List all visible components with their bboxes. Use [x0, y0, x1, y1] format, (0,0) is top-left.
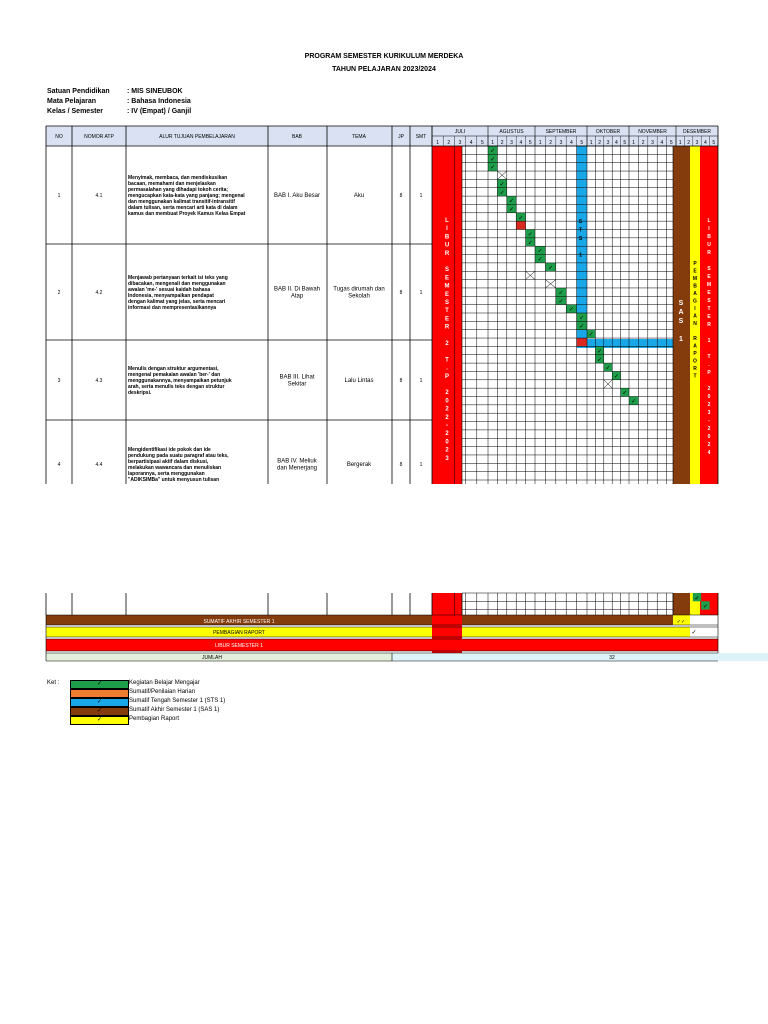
row-alur-line: Menulis dengan struktur argumentasi,	[128, 366, 219, 372]
sumatif-row-right	[462, 615, 673, 625]
row-bab: BAB II. Di Bawah	[273, 286, 321, 293]
pembagian-check: ✓	[691, 630, 697, 636]
label-pembagian-char: P	[693, 351, 697, 357]
label-libur-2022-char: P	[444, 373, 450, 380]
check-mark: ✓	[622, 390, 628, 397]
row-atp: 4.1	[95, 193, 103, 199]
label-libur-2022-char: S	[444, 300, 450, 306]
label-libur-2023-char: 2	[707, 386, 711, 392]
row-no: 1	[57, 193, 61, 199]
label-libur-2022-char: -	[446, 423, 448, 429]
legend-label: Sumatif Akhir Semester 1 (SAS 1)	[129, 707, 220, 713]
label-pembagian	[693, 261, 697, 380]
label-sts-char: S	[578, 219, 583, 225]
row-atp: 4.3	[95, 378, 103, 384]
label-libur-2023-char: E	[707, 290, 711, 296]
row-alur-line: Indonesia, menyampaikan pendapat	[128, 293, 214, 299]
label-libur-2022-char: M	[444, 283, 450, 290]
header-week: 1	[632, 140, 636, 146]
label-sas-char: A	[678, 309, 684, 316]
label-libur-2022-char: B	[444, 234, 450, 241]
row-smt: 1	[419, 290, 423, 296]
label-pembagian-char: N	[693, 321, 697, 327]
check-mark: ✓	[490, 148, 496, 155]
check-mark: ✓	[579, 315, 585, 322]
check-mark: ✓	[537, 257, 543, 264]
header-atp: NOMOR ATP	[84, 134, 114, 140]
label-sts-char: S	[578, 235, 583, 242]
header-week: 5	[580, 140, 584, 146]
label-libur-2022-char: 0	[445, 398, 449, 405]
row-alur-line: deskripsi.	[128, 390, 152, 396]
row-smt: 1	[419, 378, 423, 384]
row-jp: 8	[399, 378, 403, 384]
header-month: NOVEMBER	[638, 129, 667, 135]
header-week: 3	[695, 140, 699, 146]
row-smt: 1	[419, 193, 423, 199]
row-tema: Aku	[353, 193, 365, 199]
row-alur-line: Mengidentifikasi ide pokok dan ide	[128, 447, 211, 453]
label-libur-2022-char: R	[444, 324, 450, 331]
label-libur-2022-char: .	[446, 365, 448, 372]
label-libur-2022-char: 3	[445, 455, 449, 462]
label-libur-2023-char: 3	[707, 410, 711, 416]
label-libur-2023-char: I	[708, 226, 710, 232]
label-libur-2022-char: I	[446, 226, 448, 233]
legend-swatch: ✓	[70, 698, 129, 707]
row-tema: Sekolah	[348, 293, 370, 300]
label-libur-2023-char: S	[707, 298, 711, 304]
check-mark: ✓	[631, 399, 637, 405]
header-smt: SMT	[415, 134, 427, 140]
label-libur-2023-char: 2	[707, 442, 711, 448]
sumatif-label: SUMATIF AKHIR SEMESTER 1	[203, 619, 275, 625]
row-no: 3	[57, 378, 61, 384]
header-week: 4	[704, 140, 707, 146]
legend-label: Sumatif/Penilaian Harian	[129, 689, 196, 695]
label-libur-2022-char: 2	[445, 390, 449, 397]
label-pembagian-char: A	[693, 313, 697, 320]
row-alur-line: Menjawab pertanyaan terkait isi teks yang	[128, 275, 228, 281]
info-label-satuan: Satuan Pendidikan	[47, 88, 110, 95]
row-bab: Sekitar	[287, 381, 307, 388]
header-week: 5	[623, 140, 627, 146]
label-libur-2023-char: 0	[707, 434, 711, 440]
header-week: 2	[447, 140, 451, 146]
row-alur-line: arah, serta menulis teks dengan struktur	[128, 384, 225, 390]
label-pembagian-char: R	[693, 336, 697, 342]
header-month: JULI	[454, 129, 466, 135]
row-bab: BAB I. Aku Besar	[273, 193, 321, 199]
label-pembagian-char: G	[693, 298, 697, 305]
header-week: 2	[549, 140, 552, 146]
header-week: 4	[519, 140, 523, 146]
header-week: 2	[641, 140, 645, 146]
label-libur-2023-char: M	[706, 282, 712, 288]
label-libur-2023-char: E	[707, 314, 711, 320]
row-atp: 4.2	[95, 290, 103, 296]
check-mark: ✓	[597, 348, 603, 355]
legend-ket: Ket :	[47, 680, 60, 686]
jumlah-label: JUMLAH	[201, 655, 223, 661]
check-mark: ✓	[499, 181, 505, 188]
document-title: PROGRAM SEMESTER KURIKULUM MERDEKA	[304, 53, 464, 60]
label-libur-2023-char: -	[708, 418, 710, 424]
row-jp: 8	[399, 193, 403, 199]
label-libur-2023-char: U	[707, 242, 711, 248]
row-jp: 8	[399, 290, 403, 296]
row-no: 2	[57, 290, 61, 296]
header-week: 2	[598, 140, 601, 146]
legend-swatch	[70, 689, 129, 698]
check-mark: ✓	[508, 206, 515, 213]
header-week: 1	[678, 140, 682, 146]
row-alur-line: dan menggunakan kalimat transitif-intransitif	[128, 199, 235, 205]
label-libur-2023-char: 1	[707, 338, 711, 344]
label-libur-2022-char: T	[445, 308, 449, 315]
label-sas-char: S	[678, 318, 684, 325]
header-week: 4	[570, 140, 573, 146]
check-mark: ✓	[490, 156, 496, 163]
label-libur-2023-char: L	[707, 218, 711, 224]
label-libur-2023-char: 2	[707, 402, 711, 408]
check-mark: ✓	[558, 290, 564, 297]
label-libur-2023-char: T	[707, 354, 711, 360]
row-alur-line: dengan kalimat yang jelas, serta mencari	[128, 299, 226, 305]
row-tema: Bergerak	[346, 462, 372, 468]
header-week: 3	[458, 140, 462, 146]
header-jp: JP	[398, 134, 404, 140]
header-week: 4	[469, 140, 473, 146]
sumatif-checks: ✓✓	[676, 619, 686, 625]
header-week: 4	[660, 140, 664, 146]
row-atp: 4.4	[95, 462, 103, 468]
label-libur-2023-char: B	[707, 234, 711, 240]
header-month: OKTOBER	[595, 129, 621, 135]
header-week: 3	[510, 140, 513, 146]
label-libur-2022-char: 2	[445, 341, 449, 347]
row-alur-line: dibacakan, mengenali dan menggunakan	[128, 281, 226, 287]
label-pembagian-char: B	[693, 283, 697, 290]
label-pembagian-char: T	[693, 373, 697, 380]
header-week: 5	[669, 140, 673, 146]
info-value-mapel: : Bahasa Indonesia	[127, 98, 191, 105]
row-bab: BAB IV. Meliuk	[277, 458, 317, 465]
header-week: 3	[606, 140, 610, 146]
label-pembagian-char: M	[692, 276, 698, 282]
check-mark: ✓	[558, 298, 564, 305]
row-bab: dan Menerjang	[276, 465, 318, 472]
label-pembagian-char: A	[693, 343, 697, 350]
info-label-mapel: Mata Pelajaran	[47, 98, 97, 105]
label-libur-2022-char: L	[445, 218, 449, 224]
row-alur-line: mengucapkan kata-kata yang panjang; mengenal	[128, 193, 245, 199]
check-mark-lower: ✓	[702, 604, 708, 610]
legend-swatch: ✓	[70, 707, 129, 716]
document-subtitle: TAHUN PELAJARAN 2023/2024	[332, 66, 436, 73]
label-sas-char: S	[678, 300, 684, 307]
header-week: 3	[651, 140, 654, 146]
label-pembagian-char: A	[693, 291, 697, 297]
label-libur-2022-char: E	[444, 275, 450, 282]
label-libur-2022-char: E	[444, 316, 450, 323]
header-tema: TEMA	[352, 134, 366, 140]
label-libur-2023-char: 2	[707, 426, 711, 432]
check-mark: ✓	[613, 373, 619, 380]
libur-2022-column-lower	[432, 593, 462, 653]
info-value-kelas: : IV (Empat) / Ganjil	[127, 108, 192, 115]
label-sas-char: 1	[679, 336, 683, 343]
row-alur-line: mengenal pemakaian awalan 'ber-' dan	[128, 372, 221, 378]
ph-cell	[516, 221, 525, 229]
row-alur-line: menggunakannya, menyampaikan petunjuk	[128, 378, 232, 384]
label-libur-2022-char: S	[444, 267, 450, 274]
info-label-kelas: Kelas / Semester	[47, 108, 104, 115]
label-libur-2023-char: .	[708, 362, 710, 368]
jumlah-total: 32	[609, 655, 615, 661]
header-month: DESEMBER	[682, 129, 712, 135]
label-libur-2022-char: 2	[445, 406, 449, 413]
row-alur-line: awalan 'me-' sesuai kaidah bahasa	[128, 287, 211, 293]
label-libur-2023-char: P	[707, 370, 711, 376]
libur-label: LIBUR SEMESTER 1	[215, 643, 263, 649]
label-libur-2023-char: R	[707, 322, 711, 328]
check-mark: ✓	[508, 198, 515, 205]
header-month: SEPTEMBER	[545, 129, 577, 135]
label-pembagian-char: R	[693, 366, 697, 372]
row-tema: Lalu Lintas	[344, 378, 374, 384]
row-alur-line: Menyimak, membaca, dan mendiskusikan	[128, 175, 228, 181]
label-libur-2023-char: R	[707, 250, 711, 256]
label-pembagian-char: E	[693, 268, 697, 275]
check-mark: ✓	[588, 332, 594, 339]
label-libur-2022-char: U	[444, 242, 450, 249]
label-libur-2022-char: 2	[445, 414, 449, 421]
label-libur-2022-char: E	[444, 291, 450, 298]
label-libur-2023-char: E	[707, 274, 711, 280]
label-libur-2023-char: 4	[707, 450, 711, 456]
row-smt: 1	[419, 462, 423, 468]
label-libur-2023-char: T	[707, 306, 711, 312]
label-libur-2022-char: 2	[445, 431, 449, 438]
header-week: 2	[500, 140, 504, 146]
check-mark: ✓	[548, 265, 554, 272]
header-week: 1	[491, 140, 495, 146]
check-mark: ✓	[597, 357, 603, 364]
label-pembagian-char: I	[694, 306, 696, 312]
header-week: 3	[559, 140, 563, 146]
label-pembagian-char: O	[693, 358, 697, 365]
sas-column-lower	[673, 593, 690, 615]
label-libur-2023-char: S	[707, 266, 711, 272]
row-alur-line: kamus dan membuat Proyek Kamus Kelas Empat	[128, 211, 246, 217]
header-alur: ALUR TUJUAN PEMBELAJARAN	[159, 134, 235, 140]
header-week: 1	[538, 140, 542, 146]
legend-label: Kegiatan Belajar Mengajar	[129, 680, 200, 686]
check-mark: ✓	[537, 248, 543, 255]
check-mark: ✓	[605, 365, 611, 372]
check-mark: ✓	[518, 215, 524, 222]
pembagian-label: PEMBAGIAN RAPORT	[213, 630, 265, 636]
header-month: AGUSTUS	[499, 129, 524, 135]
label-libur-2023-char: 0	[707, 394, 711, 400]
header-week: 4	[615, 140, 618, 146]
check-mark: ✓	[579, 323, 585, 330]
row-tema: Tugas dirumah dan	[333, 286, 385, 293]
row-alur-line: pendukung pada suatu paragraf atau teks,	[128, 453, 229, 459]
ph-cell	[577, 338, 587, 346]
row-alur-line: melakukan wawancara dan menuliskan	[128, 465, 222, 471]
header-week: 1	[589, 140, 593, 146]
check-mark: ✓	[527, 240, 533, 247]
header-week: 5	[712, 140, 716, 146]
header-no: NO	[55, 134, 63, 140]
header-week: 5	[481, 140, 484, 146]
info-value-satuan: : MIS SINEUBOK	[127, 88, 183, 95]
legend-swatch: ✓	[70, 716, 129, 725]
row-no: 4	[57, 462, 61, 468]
libur-row-right	[462, 639, 718, 651]
legend-swatch: ✓	[70, 680, 129, 689]
row-alur-line: laporannya, serta menggunakan	[128, 471, 205, 477]
row-bab: BAB III. Lihat	[279, 374, 315, 381]
label-libur-2022-char: 0	[445, 439, 449, 446]
label-pembagian-char: P	[693, 261, 697, 267]
check-mark: ✓	[568, 307, 574, 314]
row-bab: Atap	[290, 293, 304, 300]
label-sas	[678, 300, 683, 343]
legend-label: Sumatif Tengah Semester 1 (STS 1)	[129, 698, 226, 704]
header-week: 5	[528, 140, 532, 146]
row-alur-line: bacaan, memahami dan menjelaskan	[128, 181, 216, 187]
label-sts-char: 1	[579, 252, 582, 259]
check-mark: ✓	[499, 190, 505, 197]
label-sts-char: T	[579, 227, 583, 234]
check-mark: ✓	[490, 165, 496, 172]
row-alur-line: "ADIKSIMBa" untuk menyusun tulisan	[128, 477, 220, 483]
check-mark: ✓	[527, 232, 533, 238]
pembagian-row-right	[462, 627, 690, 637]
label-libur-2022-char: 2	[445, 447, 449, 454]
header-bab: BAB	[291, 134, 303, 140]
label-libur-2022-char: T	[445, 357, 449, 364]
row-jp: 8	[399, 462, 403, 468]
total-cell	[392, 653, 768, 661]
header-week: 1	[436, 140, 439, 146]
row-alur-line: berpartisipasi aktif dalam diskusi,	[128, 459, 209, 465]
label-libur-2022-char: R	[444, 250, 450, 257]
check-mark-lower: ✓	[694, 596, 700, 602]
row-alur-line: informasi dan mempresentasikannya	[128, 305, 217, 311]
legend-label: Pembagian Raport	[129, 716, 180, 722]
header-week: 2	[687, 140, 690, 146]
row-alur-line: permasalahan yang dihadapi tokoh cerita;	[128, 187, 229, 193]
row-alur-line: dalam tulisan, serta mencari arti kata di dalam	[128, 205, 238, 211]
